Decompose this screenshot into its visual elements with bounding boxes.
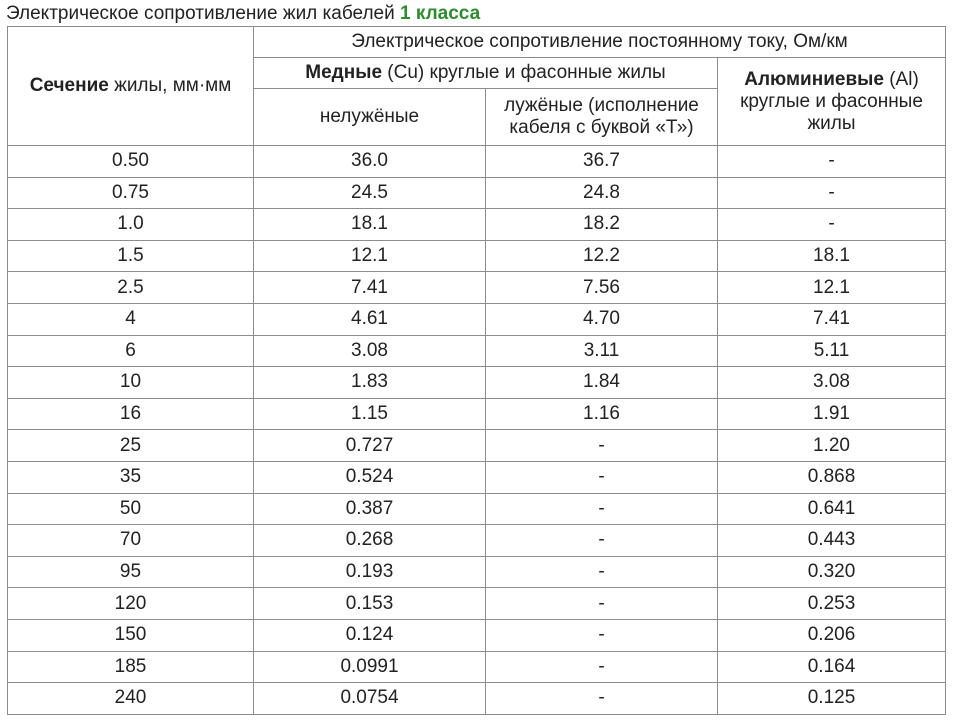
- cell-section: 120: [8, 588, 254, 620]
- table-row: [8, 683, 946, 715]
- resistance-table: [7, 26, 946, 715]
- cell-al: -: [718, 177, 946, 209]
- cell-cu-plain: 24.5: [254, 177, 486, 209]
- cell-al: 3.08: [718, 367, 946, 399]
- table-row: [8, 335, 946, 367]
- table-row: [8, 367, 946, 399]
- table-row: [8, 398, 946, 430]
- cell-section: 150: [8, 619, 254, 651]
- cell-al: 0.443: [718, 525, 946, 557]
- header-section-rest: жилы, мм·мм: [108, 75, 232, 96]
- cell-al: 18.1: [718, 240, 946, 272]
- cell-cu-tinned: -: [486, 619, 718, 651]
- cell-cu-tinned: -: [486, 683, 718, 715]
- cell-cu-plain: 7.41: [254, 272, 486, 304]
- table-row: [8, 303, 946, 335]
- header-aluminum-rest: (Al) круглые и фасонные жилы: [740, 68, 923, 134]
- cell-cu-tinned: -: [486, 556, 718, 588]
- table-row: [8, 651, 946, 683]
- table-row: [8, 588, 946, 620]
- cell-cu-tinned: -: [486, 430, 718, 462]
- table-row: [8, 240, 946, 272]
- page-title: [6, 2, 480, 26]
- cell-cu-tinned: -: [486, 493, 718, 525]
- cell-cu-plain: 4.61: [254, 303, 486, 335]
- cell-cu-plain: 0.268: [254, 525, 486, 557]
- cell-section: 0.50: [8, 146, 254, 178]
- cell-section: 10: [8, 367, 254, 399]
- cell-cu-tinned: -: [486, 588, 718, 620]
- cell-section: 6: [8, 335, 254, 367]
- cell-cu-tinned: 36.7: [486, 146, 718, 178]
- cell-section: 240: [8, 683, 254, 715]
- cell-al: 7.41: [718, 303, 946, 335]
- cell-al: -: [718, 209, 946, 241]
- cell-cu-tinned: -: [486, 525, 718, 557]
- cell-al: -: [718, 146, 946, 178]
- cell-section: 95: [8, 556, 254, 588]
- header-resistance: Электрическое сопротивление постоянному току, Ом/км: [254, 27, 946, 58]
- table-row: [8, 493, 946, 525]
- header-copper-rest: (Cu) круглые и фасонные жилы: [382, 62, 666, 83]
- table-row: [8, 177, 946, 209]
- table-row: [8, 146, 946, 178]
- cell-cu-tinned: 4.70: [486, 303, 718, 335]
- cell-cu-plain: 0.0754: [254, 683, 486, 715]
- cell-section: 50: [8, 493, 254, 525]
- cell-al: 0.206: [718, 619, 946, 651]
- cell-cu-plain: 0.387: [254, 493, 486, 525]
- cell-cu-tinned: 1.16: [486, 398, 718, 430]
- cell-section: 25: [8, 430, 254, 462]
- table-row: [8, 430, 946, 462]
- cell-section: 4: [8, 303, 254, 335]
- title-accent: 1 класса: [400, 3, 481, 24]
- cell-cu-plain: 1.83: [254, 367, 486, 399]
- header-section: [8, 27, 254, 146]
- cell-section: 1.5: [8, 240, 254, 272]
- cell-al: 0.641: [718, 493, 946, 525]
- cell-al: 0.253: [718, 588, 946, 620]
- cell-cu-plain: 0.524: [254, 461, 486, 493]
- header-copper: [254, 58, 718, 89]
- cell-cu-tinned: 12.2: [486, 240, 718, 272]
- cell-section: 1.0: [8, 209, 254, 241]
- table-row: [8, 461, 946, 493]
- cell-section: 185: [8, 651, 254, 683]
- header-section-bold: Сечение: [29, 75, 109, 96]
- cell-al: 12.1: [718, 272, 946, 304]
- header-tinned: лужёные (исполнение кабеля с буквой «Т»): [486, 89, 718, 146]
- cell-cu-tinned: 7.56: [486, 272, 718, 304]
- cell-al: 0.868: [718, 461, 946, 493]
- cell-cu-tinned: 1.84: [486, 367, 718, 399]
- table-body: [8, 146, 946, 715]
- header-aluminum-bold: Алюминиевые: [744, 68, 884, 90]
- table-row: [8, 556, 946, 588]
- cell-cu-plain: 36.0: [254, 146, 486, 178]
- cell-al: 1.91: [718, 398, 946, 430]
- cell-section: 0.75: [8, 177, 254, 209]
- cell-cu-plain: 0.727: [254, 430, 486, 462]
- cell-cu-plain: 0.153: [254, 588, 486, 620]
- cell-al: 5.11: [718, 335, 946, 367]
- title-text: Электрическое сопротивление жил кабелей: [6, 3, 400, 24]
- cell-cu-plain: 1.15: [254, 398, 486, 430]
- cell-cu-plain: 12.1: [254, 240, 486, 272]
- cell-cu-plain: 0.0991: [254, 651, 486, 683]
- cell-section: 35: [8, 461, 254, 493]
- cell-cu-tinned: -: [486, 651, 718, 683]
- cell-al: 0.320: [718, 556, 946, 588]
- cell-cu-tinned: -: [486, 461, 718, 493]
- cell-al: 0.164: [718, 651, 946, 683]
- cell-section: 16: [8, 398, 254, 430]
- cell-al: 1.20: [718, 430, 946, 462]
- cell-cu-plain: 18.1: [254, 209, 486, 241]
- header-aluminum: [718, 58, 946, 146]
- cell-al: 0.125: [718, 683, 946, 715]
- cell-cu-tinned: 18.2: [486, 209, 718, 241]
- cell-section: 2.5: [8, 272, 254, 304]
- header-untinned: нелужёные: [254, 89, 486, 146]
- table-row: [8, 272, 946, 304]
- cell-section: 70: [8, 525, 254, 557]
- table-row: [8, 209, 946, 241]
- cell-cu-tinned: 3.11: [486, 335, 718, 367]
- header-copper-bold: Медные: [305, 62, 383, 83]
- cell-cu-plain: 0.193: [254, 556, 486, 588]
- table-row: [8, 619, 946, 651]
- table-row: [8, 525, 946, 557]
- cell-cu-plain: 0.124: [254, 619, 486, 651]
- cell-cu-tinned: 24.8: [486, 177, 718, 209]
- cell-cu-plain: 3.08: [254, 335, 486, 367]
